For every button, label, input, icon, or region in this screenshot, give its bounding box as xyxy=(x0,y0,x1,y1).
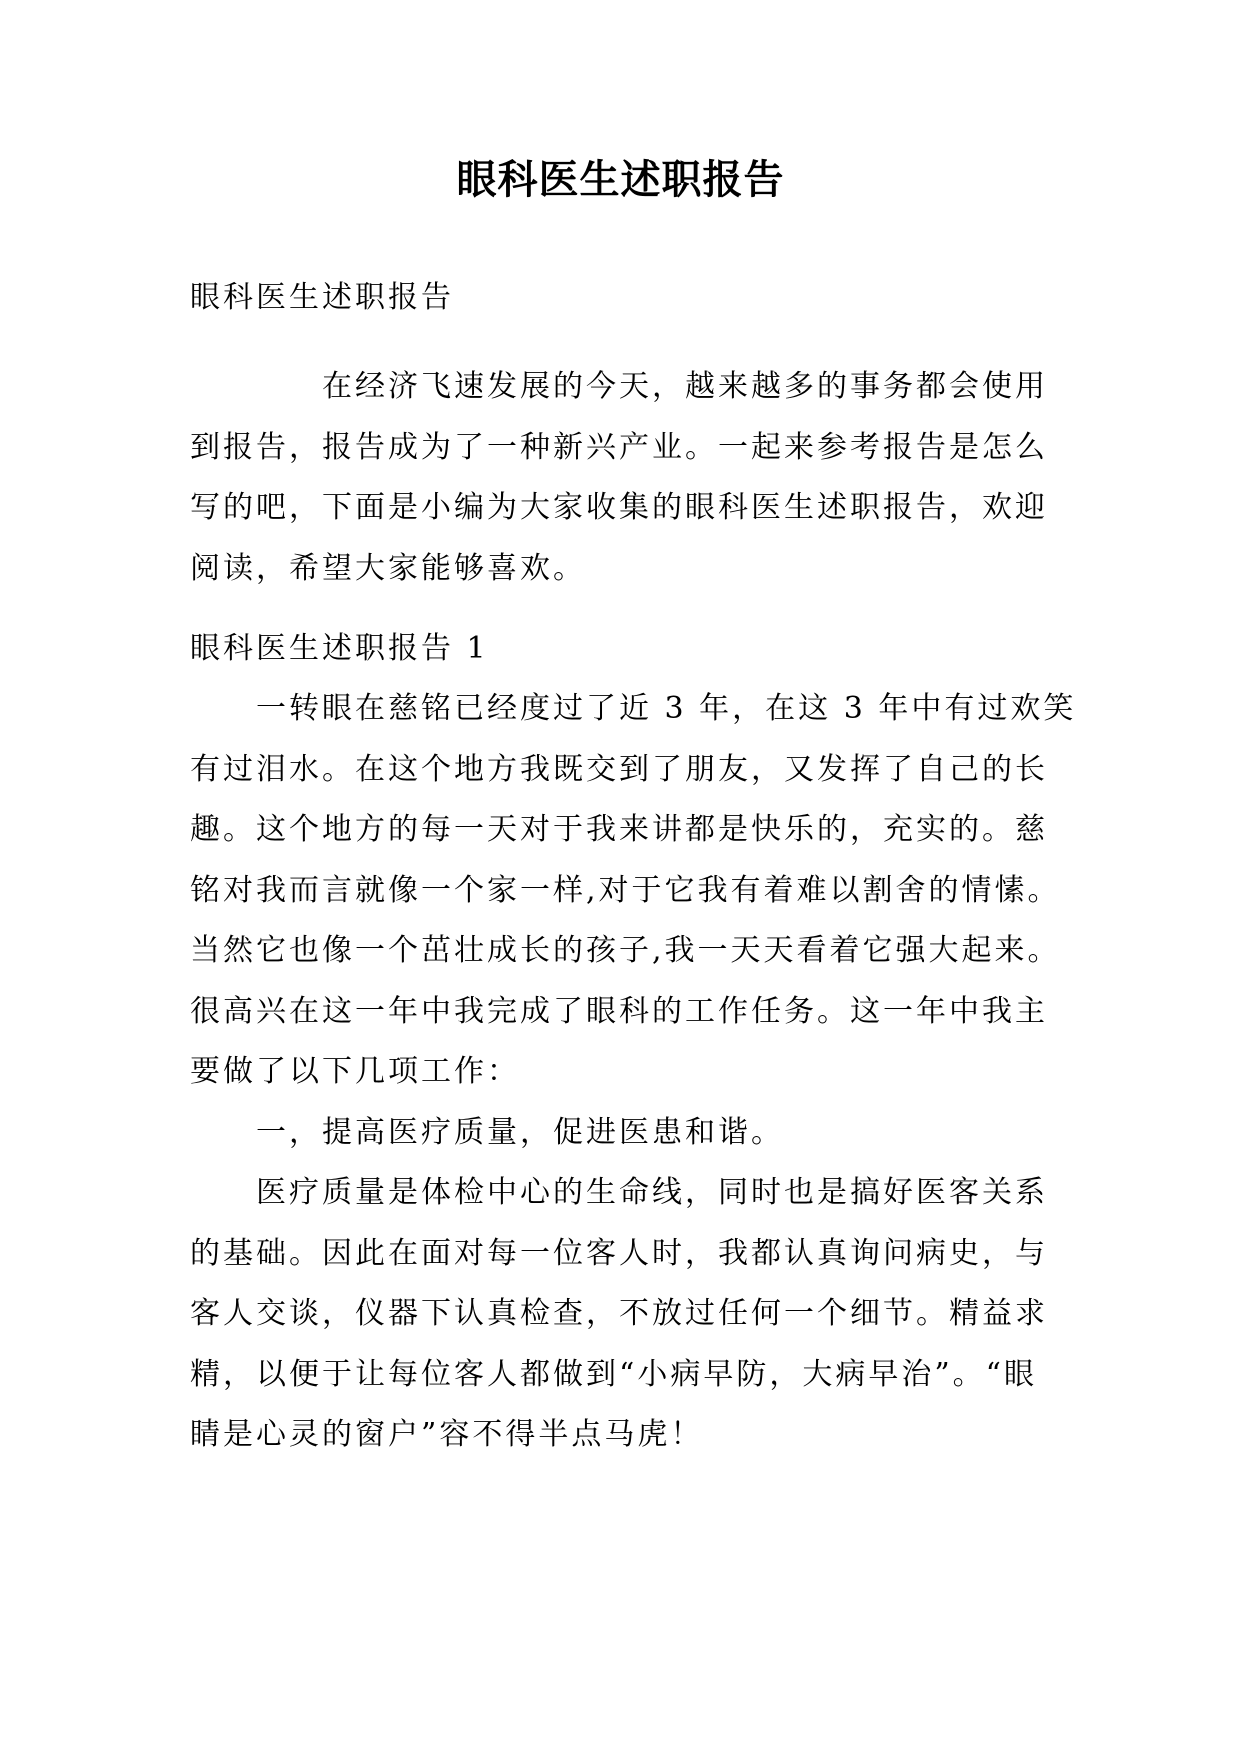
body-line: 有过泪水。在这个地方我既交到了朋友，又发挥了自己的长 xyxy=(190,751,1048,787)
body-line: 医疗质量是体检中心的生命线，同时也是搞好医客关系 xyxy=(190,1175,1048,1210)
body-text xyxy=(190,679,1077,1466)
document-subtitle: 眼科医生述职报告 xyxy=(190,280,454,315)
body-line: 一转眼在慈铭已经度过了近 3 年，在这 3 年中有过欢笑 xyxy=(190,691,1077,726)
intro-line: 在经济飞速发展的今天，越来越多的事务都会使用 xyxy=(190,369,1048,404)
intro-paragraph xyxy=(190,357,1056,599)
body-line: 睛是心灵的窗户”容不得半点马虎！ xyxy=(190,1417,704,1452)
body-line: 的基础。因此在面对每一位客人时，我都认真询问病史，与 xyxy=(190,1235,1048,1271)
body-line: 趣。这个地方的每一天对于我来讲都是快乐的，充实的。慈 xyxy=(190,812,1048,847)
body-line: 要做了以下几项工作： xyxy=(190,1054,520,1089)
list-heading-line: 一，提高医疗质量，促进医患和谐。 xyxy=(190,1114,784,1150)
body-line: 客人交谈，仪器下认真检查，不放过任何一个细节。精益求 xyxy=(190,1296,1048,1331)
body-line: 很高兴在这一年中我完成了眼科的工作任务。这一年中我主 xyxy=(190,993,1048,1029)
document-title: 眼科医生述职报告 xyxy=(456,157,785,203)
body-line: 当然它也像一个茁壮成长的孩子,我一天天看着它强大起来。 xyxy=(190,933,1061,968)
body-line: 铭对我而言就像一个家一样,对于它我有着难以割舍的情愫。 xyxy=(190,872,1061,908)
intro-line: 阅读，希望大家能够喜欢。 xyxy=(190,550,586,586)
section-heading: 眼科医生述职报告 1 xyxy=(190,631,489,666)
intro-line: 写的吧，下面是小编为大家收集的眼科医生述职报告，欢迎 xyxy=(190,490,1048,525)
body-line: 精，以便于让每位客人都做到“小病早防，大病早治”。“眼 xyxy=(190,1356,1038,1392)
intro-line: 到报告，报告成为了一种新兴产业。一起来参考报告是怎么 xyxy=(190,429,1048,465)
